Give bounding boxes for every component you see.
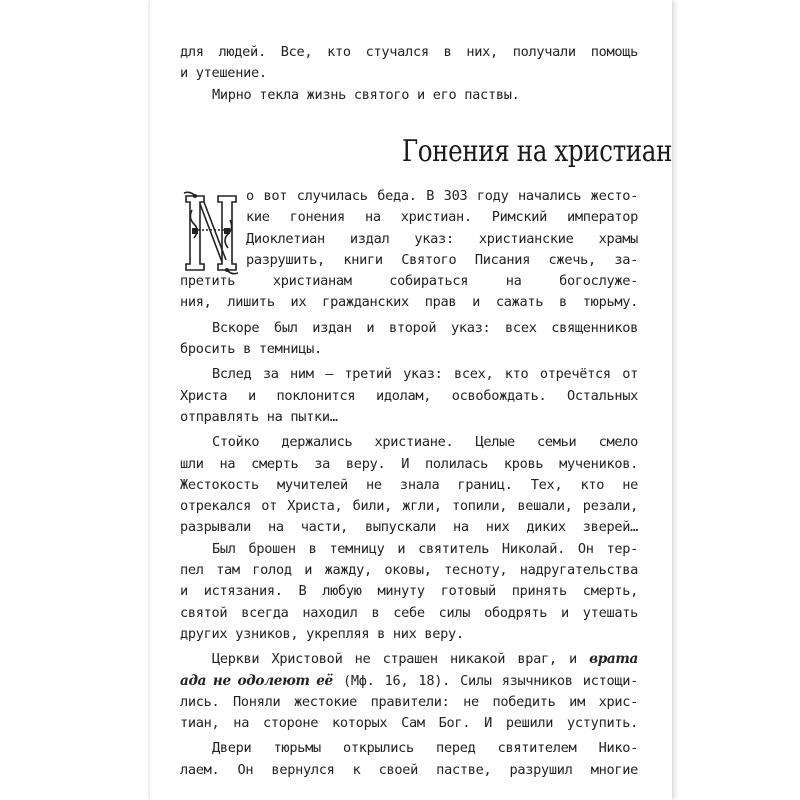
text-line: Христа и поклонится идолам, освобождать. Остальных: [180, 387, 638, 404]
body-text-main: [180, 186, 638, 781]
text-line: ния, лишить их гражданских прав и сажать в тюрьму.: [180, 294, 638, 311]
text-line: Был брошен в темницу и святитель Николай. Он тер-: [212, 540, 638, 557]
text-line: для людей. Все, кто стучался в них, получали помощь: [180, 44, 638, 60]
text-line: Стойко держались христиане. Целые семьи смело: [212, 434, 638, 451]
text-line: Мирно текла жизнь святого и его паствы.: [212, 86, 520, 103]
scripture-quote: врата: [589, 651, 638, 668]
text-line: Диоклетиан издал указ: христианские храмы: [246, 230, 638, 247]
text-line: Жестокость мучителей не знала границ. Тех, кто не: [180, 476, 638, 493]
section-heading: Гонения на христиан: [401, 134, 672, 169]
text-line: [180, 671, 638, 692]
text-line: лись. Поняли жестокие правители: не победить им хрис-: [180, 693, 638, 710]
text-line: тиан, на стороне которых Сам Бог. И решили уступить.: [180, 715, 638, 732]
text-line: претить христианам собираться на богослуже-: [180, 273, 638, 290]
text-span: (Мф. 16, 18). Силы язычников истощи-: [332, 672, 638, 689]
text-line: о вот случилась беда. В 303 году начались жесто-: [246, 188, 638, 204]
text-line: и истязания. В любую минуту готовый принять смерть,: [180, 583, 638, 600]
text-span: Церкви Христовой не страшен никакой враг, и: [212, 651, 590, 668]
text-line: других узников, укрепляя в них веру.: [180, 625, 464, 642]
text-line: Вслед за ним – третий указ: всех, кто отречётся от: [212, 366, 638, 383]
book-page: [150, 0, 672, 800]
text-line: пел там голод и жажду, оковы, тесноту, надругательства: [180, 562, 638, 579]
text-line: Двери тюрьмы открылись перед святителем Нико-: [212, 740, 638, 757]
text-line: святой всегда находил в себе силы ободрять и утешать: [180, 604, 638, 621]
text-line: лаем. Он вернулся к своей пастве, разрушил многие: [180, 761, 638, 778]
text-line: шли на смерть за веру. И полилась кровь мучеников.: [180, 455, 638, 472]
text-line: отрекался от Христа, били, жгли, топили, вешали, резали,: [180, 498, 638, 515]
text-line: разрывали на части, выпускали на них диких зверей…: [180, 519, 638, 536]
text-line: [180, 649, 638, 670]
text-line: и утешение.: [180, 65, 267, 82]
text-line: Вскоре был издан и второй указ: всех священников: [212, 319, 638, 336]
text-line: бросить в темницы.: [180, 341, 322, 358]
body-text: [180, 42, 638, 106]
text-line: разрушить, книги Святого Писания сжечь, за-: [246, 251, 638, 268]
text-line: отправлять на пытки…: [180, 408, 338, 425]
scripture-quote: ада не одолеют её: [180, 672, 333, 689]
text-line: кие гонения на христиан. Римский император: [246, 209, 638, 226]
